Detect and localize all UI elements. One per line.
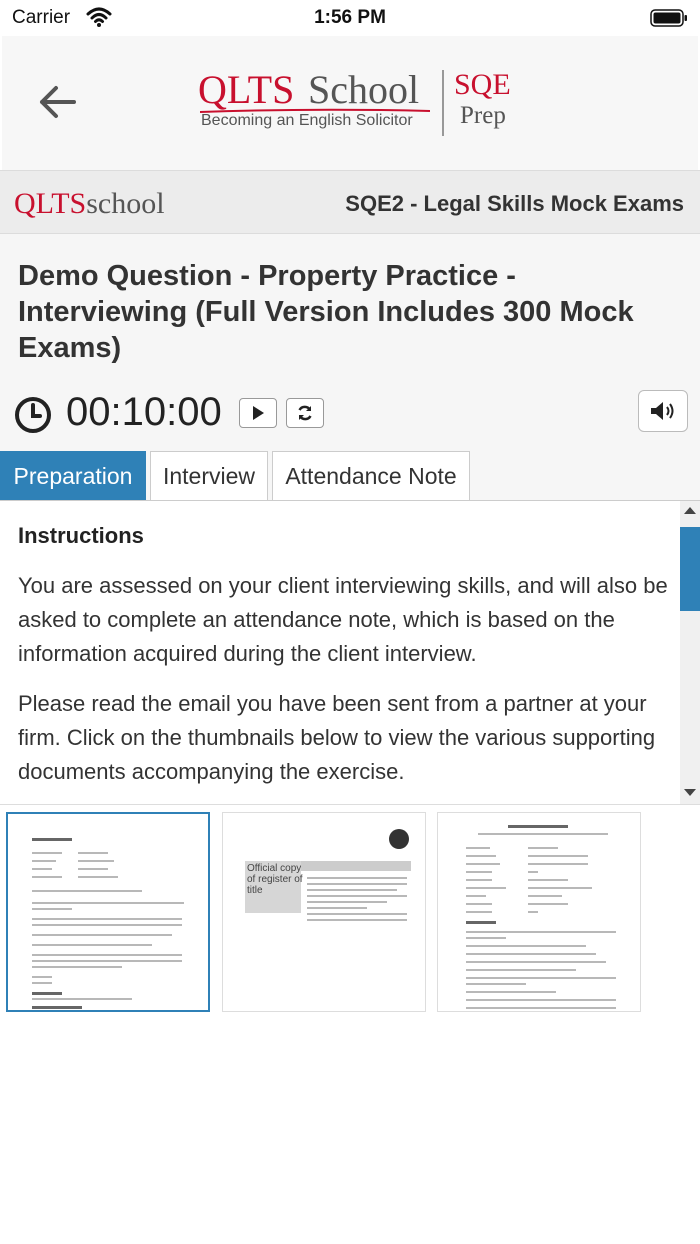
- status-time: 1:56 PM: [314, 7, 386, 28]
- battery-icon: [650, 9, 688, 27]
- refresh-icon: [296, 404, 314, 422]
- clock-icon: [14, 396, 52, 434]
- crest-icon: [389, 829, 409, 849]
- timer-row: [14, 390, 694, 436]
- back-arrow-icon: [34, 80, 82, 124]
- sub-header: [0, 170, 700, 234]
- play-button[interactable]: [239, 398, 277, 428]
- logo-divider: [442, 70, 444, 136]
- instructions-paragraph-2: Please read the email you have been sent from a partner at your firm. Click on the thumbnails below to view the various supporting documents accompanying the exercise.: [18, 691, 656, 784]
- play-icon: [250, 405, 266, 421]
- scroll-up-arrow-icon[interactable]: [684, 507, 696, 514]
- page-title: Demo Question - Property Practice - Interviewing (Full Version Includes 300 Mock Exams): [18, 260, 634, 364]
- sub-logo-olts: QLTS: [14, 187, 87, 220]
- instructions-heading: Instructions: [18, 523, 144, 548]
- reset-button[interactable]: [286, 398, 324, 428]
- sub-logo-school: school: [86, 187, 165, 220]
- tab-bar: [0, 451, 700, 501]
- scrollbar-thumb[interactable]: [680, 527, 700, 611]
- status-bar: [0, 0, 700, 36]
- qlts-school-logo: [14, 187, 165, 221]
- app-header: [2, 36, 698, 170]
- document-thumbnail-register[interactable]: [222, 812, 426, 1012]
- qlts-sqe-logo: [198, 66, 528, 142]
- tab-attendance-note[interactable]: Attendance Note: [272, 451, 470, 501]
- thumbnails-divider: [0, 804, 700, 805]
- instructions-paragraph-1: You are assessed on your client interviewing skills, and will also be asked to complete an attendance note, which is based on the information acquired during the client interview.: [18, 573, 668, 666]
- logo-school-text: School: [308, 67, 420, 112]
- speaker-icon: [649, 400, 677, 422]
- register-caption: Official copy of register of title: [247, 863, 303, 896]
- tab-preparation[interactable]: Preparation: [0, 451, 146, 501]
- logo-olts-text: QLTS: [198, 67, 295, 112]
- document-thumbnail-attendance-note[interactable]: [437, 812, 641, 1012]
- document-thumbnail-email[interactable]: [6, 812, 210, 1012]
- timer-display: 00:10:00: [66, 390, 222, 434]
- sound-button[interactable]: [638, 390, 688, 432]
- logo-tagline: Becoming an English Solicitor: [201, 112, 413, 129]
- logo-sqe-text: SQE: [454, 68, 511, 101]
- section-title: SQE2 - Legal Skills Mock Exams: [345, 191, 684, 216]
- back-button[interactable]: [34, 80, 82, 124]
- content-scrollbar[interactable]: [680, 501, 700, 804]
- carrier-label: Carrier: [12, 7, 71, 28]
- instructions-panel: [0, 501, 680, 804]
- scroll-down-arrow-icon[interactable]: [684, 789, 696, 796]
- logo-prep-text: Prep: [460, 102, 506, 129]
- tab-interview[interactable]: Interview: [150, 451, 268, 501]
